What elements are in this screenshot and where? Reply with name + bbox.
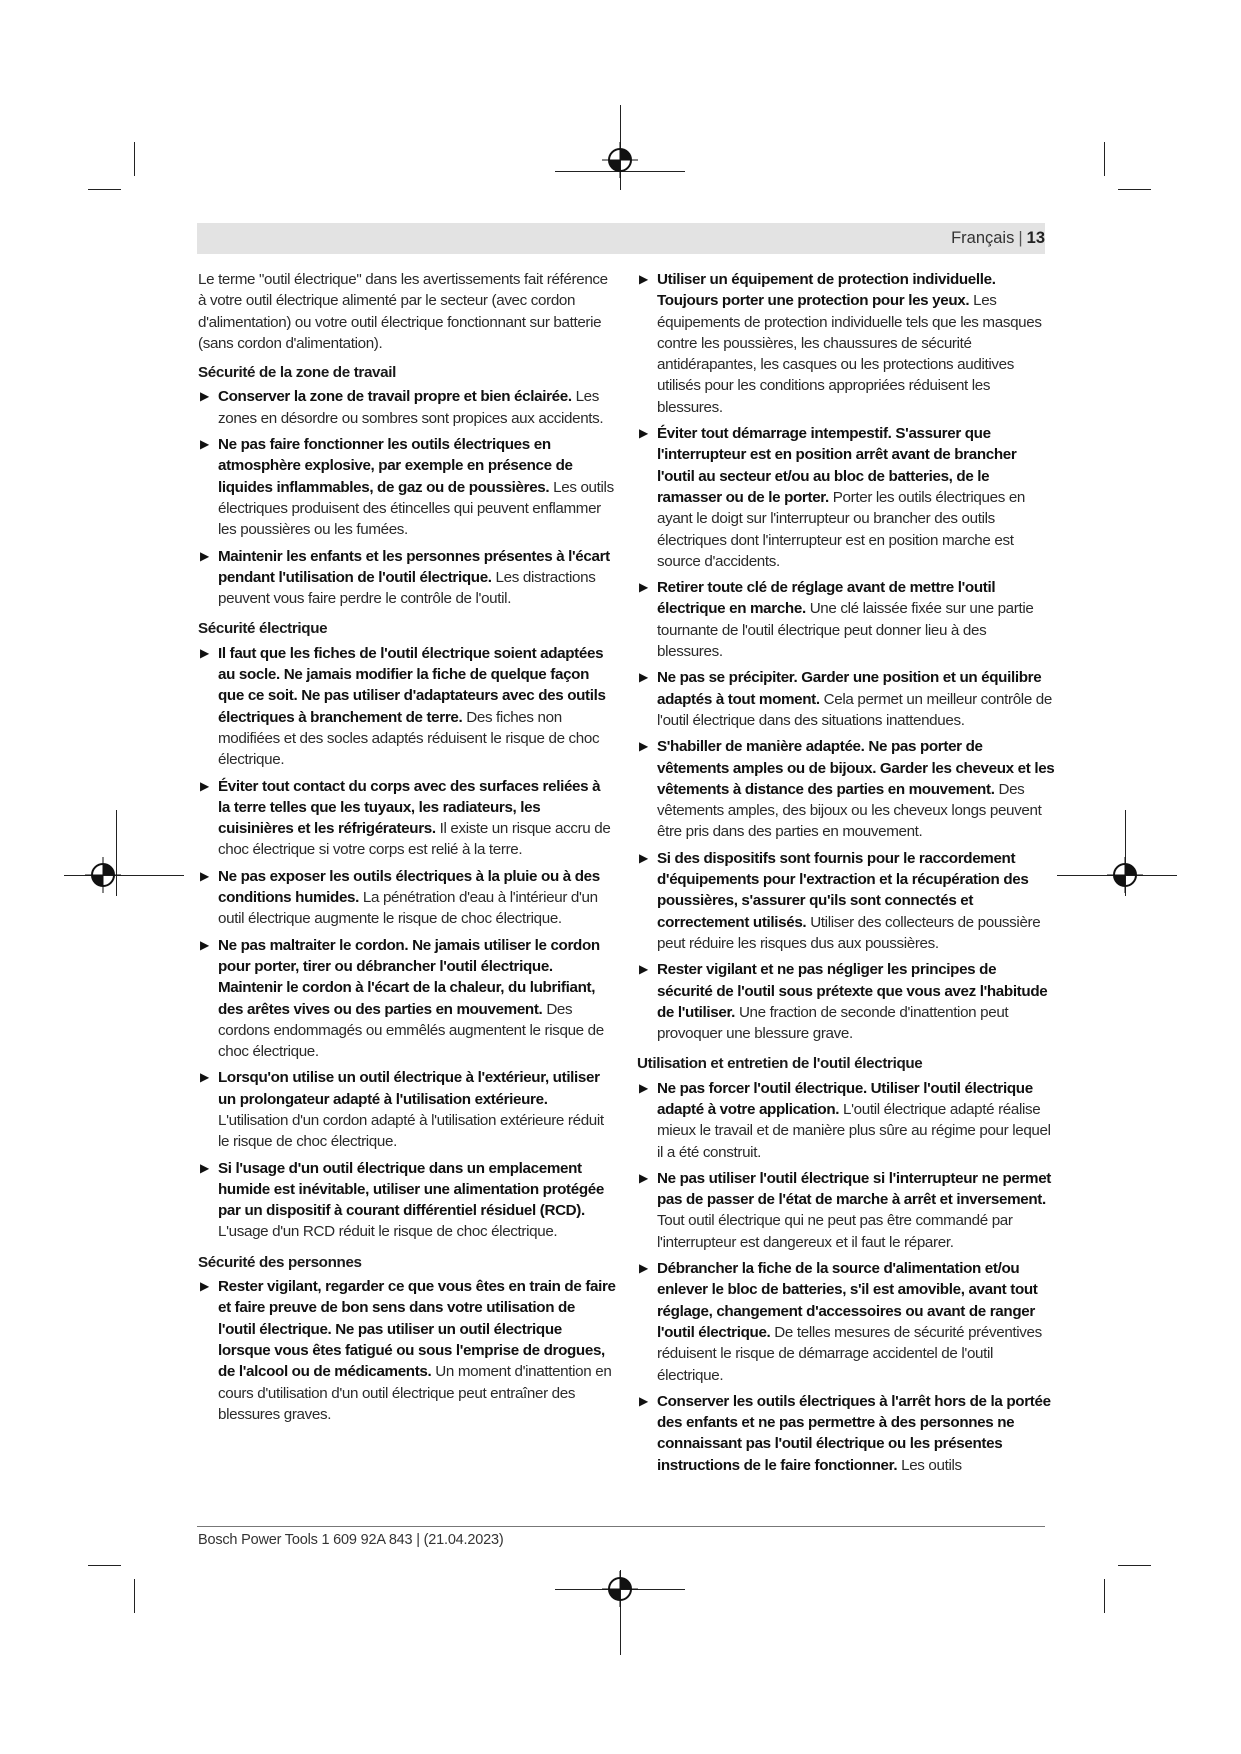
warning-instruction: Ne pas maltraiter le cordon. Ne jamais utiliser le cordon pour porter, tirer ou débrancher l'outil électrique. Maintenir le cordon à l'écart de la chaleur, du lubrifiant, des arêtes vives ou des parties en mouvement. bbox=[218, 936, 600, 1018]
warning-explanation: Des cordons endommagés ou emmêlés augmentent le risque de choc électrique. bbox=[218, 1000, 604, 1061]
warning-item bbox=[637, 959, 1055, 1044]
warning-item bbox=[198, 546, 616, 610]
warning-item bbox=[637, 667, 1055, 731]
warning-explanation: Les équipements de protection individuelle tels que les masques contre les poussières, les chaussures de sécurité antidérapantes, les casques ou les protections auditives utilisés pour les conditions appropriées réduisent les blessures. bbox=[657, 292, 1042, 416]
warning-item bbox=[637, 1258, 1055, 1386]
warning-explanation: Des vêtements amples, des bijoux ou les cheveux longs peuvent être pris dans des parties en mouvement. bbox=[657, 780, 1042, 841]
warning-item bbox=[637, 423, 1055, 572]
warning-item bbox=[198, 643, 616, 771]
warning-instruction: Débrancher la fiche de la source d'alimentation et/ou enlever le bloc de batteries, s'il est amovible, avant tout réglage, changement d'accessoires ou avant de ranger l'outil électrique. bbox=[657, 1260, 1038, 1341]
warning-item bbox=[637, 1078, 1055, 1163]
warning-instruction: Éviter tout démarrage intempestif. S'assurer que l'interrupteur est en position arrêt avant de brancher l'outil au secteur et/ou au bloc de batteries, de le ramasser ou de le porter. bbox=[657, 425, 1017, 506]
header-language: Français bbox=[951, 229, 1015, 247]
warning-instruction: Rester vigilant, regarder ce que vous êtes en train de faire et faire preuve de bon sens dans votre utilisation de l'outil électrique. Ne pas utiliser un outil électrique lorsque vous êtes fatigué ou sous l'emprise de drogues, de l'alcool ou de médicaments. bbox=[218, 1278, 616, 1381]
section-heading-utilisation-et-entretien-de-l-outil-electrique: Utilisation et entretien de l'outil électrique bbox=[637, 1055, 923, 1073]
crop-mark bbox=[1104, 1579, 1105, 1613]
warning-instruction: Rester vigilant et ne pas négliger les principes de sécurité de l'outil sous prétexte que vous avez l'habitude de l'utiliser. bbox=[657, 961, 1048, 1021]
page-number: 13 bbox=[1026, 229, 1045, 247]
warning-explanation: Porter les outils électriques en ayant le doigt sur l'interrupteur ou brancher des outils électriques dont l'interrupteur est en position marche est source d'accidents. bbox=[657, 488, 1026, 570]
warning-item bbox=[198, 866, 616, 930]
crop-mark bbox=[134, 1579, 135, 1613]
warning-explanation: Les zones en désordre ou sombres sont propices aux accidents. bbox=[218, 388, 604, 427]
warning-explanation: Les outils bbox=[901, 1456, 962, 1474]
triangle-right-icon: ▶ bbox=[639, 580, 648, 595]
intro-paragraph: Le terme "outil électrique" dans les avertissements fait référence à votre outil électrique alimenté par le secteur (avec cordon d'alimentation) ou votre outil électrique fonctionnant sur batterie (sans cordon d'alimentation). bbox=[198, 271, 608, 352]
warning-item bbox=[637, 1391, 1055, 1476]
section-heading-securite-de-la-zone-de-travail: Sécurité de la zone de travail bbox=[198, 364, 396, 382]
warning-item bbox=[637, 736, 1055, 842]
warning-instruction: Conserver les outils électriques à l'arrêt hors de la portée des enfants et ne pas permettre à des personnes ne connaissant pas l'outil électrique ou les présentes instructions de le faire fonctionner. bbox=[657, 1392, 1051, 1474]
triangle-right-icon: ▶ bbox=[639, 739, 648, 754]
triangle-right-icon: ▶ bbox=[639, 670, 648, 685]
warning-item bbox=[198, 935, 616, 1063]
warning-item bbox=[198, 1276, 616, 1425]
crosshair-registration-icon bbox=[602, 142, 638, 178]
triangle-right-icon: ▶ bbox=[200, 437, 209, 452]
header-separator: | bbox=[1018, 229, 1023, 247]
warning-instruction: Conserver la zone de travail propre et bien éclairée. bbox=[218, 388, 572, 406]
footer-text: Bosch Power Tools 1 609 92A 843 | (21.04.2023) bbox=[198, 1532, 504, 1548]
warning-explanation: Un moment d'inattention en cours d'utilisation d'un outil électrique peut entraîner des blessures graves. bbox=[218, 1363, 612, 1423]
triangle-right-icon: ▶ bbox=[639, 850, 648, 865]
warning-item bbox=[198, 1158, 616, 1243]
warning-explanation: De telles mesures de sécurité préventives réduisent le risque de démarrage accidentel de l'outil électrique. bbox=[657, 1323, 1042, 1384]
warning-instruction: Maintenir les enfants et les personnes présentes à l'écart pendant l'utilisation de l'outil électrique. bbox=[218, 547, 610, 586]
triangle-right-icon: ▶ bbox=[200, 778, 209, 793]
warning-explanation: L'outil électrique adapté réalise mieux le travail et de manière plus sûre au régime pour lequel il a été construit. bbox=[657, 1100, 1051, 1161]
triangle-right-icon: ▶ bbox=[200, 937, 209, 952]
warning-explanation: L'usage d'un RCD réduit le risque de choc électrique. bbox=[218, 1223, 558, 1241]
warning-explanation: Des fiches non modifiées et des socles adaptés réduisent le risque de choc électrique. bbox=[218, 708, 600, 769]
crosshair-registration-icon bbox=[85, 857, 121, 893]
left-column bbox=[198, 269, 616, 1430]
triangle-right-icon: ▶ bbox=[200, 389, 209, 404]
triangle-right-icon: ▶ bbox=[200, 548, 209, 563]
page-header bbox=[951, 229, 1045, 248]
crop-mark bbox=[88, 189, 121, 190]
triangle-right-icon: ▶ bbox=[639, 1170, 648, 1185]
warning-instruction: Lorsqu'on utilise un outil électrique à l'extérieur, utiliser un prolongateur adapté à l'utilisation extérieure. bbox=[218, 1069, 600, 1108]
warning-instruction: Ne pas faire fonctionner les outils électriques en atmosphère explosive, par exemple en présence de liquides inflammables, de gaz ou de poussières. bbox=[218, 436, 573, 496]
triangle-right-icon: ▶ bbox=[200, 1160, 209, 1175]
warning-instruction: Éviter tout contact du corps avec des surfaces reliées à la terre telles que les tuyaux, les radiateurs, les cuisinières et les réfrigérateurs. bbox=[218, 777, 601, 838]
warning-item bbox=[637, 269, 1055, 418]
warning-instruction: Ne pas exposer les outils électriques à la pluie ou à des conditions humides. bbox=[218, 867, 600, 907]
triangle-right-icon: ▶ bbox=[200, 1070, 209, 1085]
crosshair-registration-icon bbox=[1107, 857, 1143, 893]
warning-instruction: Si l'usage d'un outil électrique dans un emplacement humide est inévitable, utiliser une alimentation protégée par un dispositif à courant différentiel résiduel (RCD). bbox=[218, 1159, 604, 1220]
triangle-right-icon: ▶ bbox=[200, 645, 209, 660]
warning-instruction: Retirer toute clé de réglage avant de mettre l'outil électrique en marche. bbox=[657, 579, 996, 618]
warning-instruction: Utiliser un équipement de protection individuelle. Toujours porter une protection pour les yeux. bbox=[657, 271, 996, 310]
crop-mark bbox=[134, 142, 135, 176]
warning-instruction: Ne pas se précipiter. Garder une position et un équilibre adaptés à tout moment. bbox=[657, 669, 1042, 708]
warning-item bbox=[198, 776, 616, 861]
warning-explanation: Une fraction de seconde d'inattention peut provoquer une blessure grave. bbox=[657, 1003, 1009, 1043]
warning-instruction: Si des dispositifs sont fournis pour le raccordement d'équipements pour l'extraction et la récupération des poussières, s'assurer qu'ils sont connectés et correctement utilisés. bbox=[657, 849, 1029, 931]
warning-item bbox=[198, 386, 616, 429]
warning-item bbox=[198, 1067, 616, 1152]
right-column bbox=[637, 269, 1055, 1481]
warning-item bbox=[637, 577, 1055, 662]
warning-explanation: Les outils électriques produisent des étincelles qui peuvent enflammer les poussières ou les fumées. bbox=[218, 478, 614, 539]
warning-explanation: Les distractions peuvent vous faire perdre le contrôle de l'outil. bbox=[218, 568, 596, 608]
header-band bbox=[197, 223, 1045, 254]
section-heading-securite-des-personnes: Sécurité des personnes bbox=[198, 1253, 362, 1271]
warning-explanation: Cela permet un meilleur contrôle de l'outil électrique dans des situations inattendues. bbox=[657, 690, 1052, 729]
triangle-right-icon: ▶ bbox=[639, 1261, 648, 1276]
triangle-right-icon: ▶ bbox=[639, 426, 648, 441]
crop-mark bbox=[1118, 189, 1151, 190]
crop-mark bbox=[1118, 1565, 1151, 1566]
triangle-right-icon: ▶ bbox=[200, 868, 209, 883]
warning-item bbox=[198, 434, 616, 540]
section-heading-securite-electrique: Sécurité électrique bbox=[198, 620, 328, 638]
warning-explanation: Utiliser des collecteurs de poussière peut réduire les risques dus aux poussières. bbox=[657, 913, 1041, 952]
warning-explanation: L'utilisation d'un cordon adapté à l'utilisation extérieure réduit le risque de choc électrique. bbox=[218, 1111, 604, 1151]
triangle-right-icon: ▶ bbox=[200, 1279, 209, 1294]
warning-instruction: Ne pas utiliser l'outil électrique si l'interrupteur ne permet pas de passer de l'état de marche à arrêt et inversement. bbox=[657, 1169, 1051, 1209]
warning-explanation: Une clé laissée fixée sur une partie tournante de l'outil électrique peut donner lieu à des blessures. bbox=[657, 600, 1034, 661]
warning-explanation: Tout outil électrique qui ne peut pas être commandé par l'interrupteur est dangereux et il faut le réparer. bbox=[657, 1212, 1013, 1251]
triangle-right-icon: ▶ bbox=[639, 962, 648, 977]
warning-instruction: Il faut que les fiches de l'outil électrique soient adaptées au socle. Ne jamais modifier la fiche de quelque façon que ce soit. Ne pas utiliser d'adaptateurs avec des outils électriques à branchement de terre. bbox=[218, 644, 606, 726]
footer-rule bbox=[197, 1526, 1045, 1527]
crop-mark bbox=[88, 1565, 121, 1566]
triangle-right-icon: ▶ bbox=[639, 272, 648, 286]
triangle-right-icon: ▶ bbox=[639, 1393, 648, 1408]
warning-item bbox=[637, 1168, 1055, 1253]
warning-item bbox=[637, 848, 1055, 954]
warning-explanation: La pénétration d'eau à l'intérieur d'un outil électrique augmente le risque de choc électrique. bbox=[218, 889, 598, 928]
triangle-right-icon: ▶ bbox=[639, 1080, 648, 1095]
warning-instruction: Ne pas forcer l'outil électrique. Utiliser l'outil électrique adapté à votre application. bbox=[657, 1079, 1033, 1118]
warning-explanation: Il existe un risque accru de choc électrique si votre corps est relié à la terre. bbox=[218, 820, 611, 859]
registration-line bbox=[64, 875, 184, 876]
crosshair-registration-icon bbox=[602, 1571, 638, 1607]
warning-instruction: S'habiller de manière adaptée. Ne pas porter de vêtements amples ou de bijoux. Garder les cheveux et les vêtements à distance des parties en mouvement. bbox=[657, 738, 1055, 798]
crop-mark bbox=[1104, 142, 1105, 176]
